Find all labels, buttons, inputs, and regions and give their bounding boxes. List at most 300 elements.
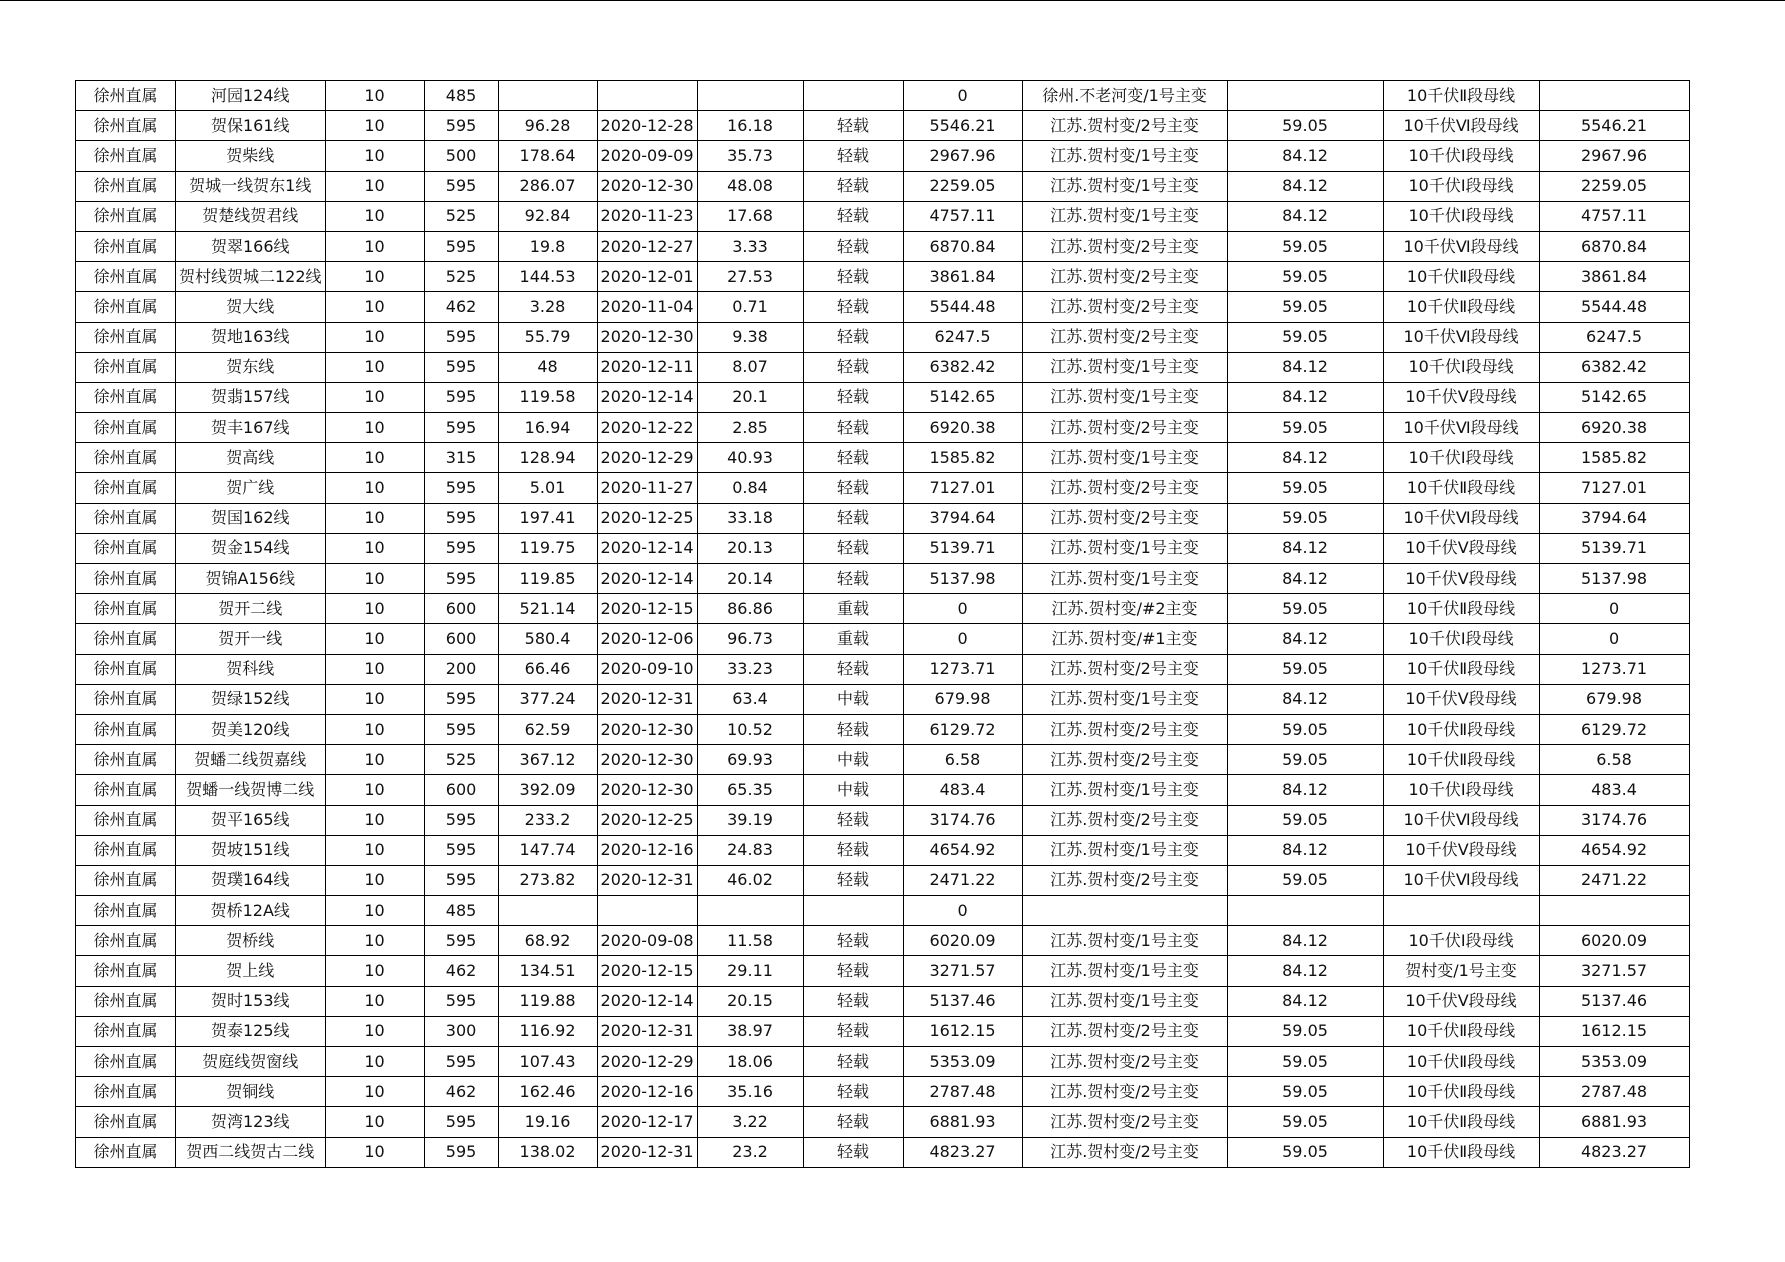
voltage-cell: 10 (325, 81, 424, 111)
rated-current-cell: 200 (424, 654, 498, 684)
table-row (76, 926, 1690, 956)
unit-cell: 徐州直属 (76, 292, 176, 322)
rated-current-cell: 462 (424, 1077, 498, 1107)
line-capacity-cell: 5137.46 (1539, 986, 1689, 1016)
unit-cell: 徐州直属 (76, 1107, 176, 1137)
voltage-cell: 10 (325, 1137, 424, 1167)
line-capacity-cell: 7127.01 (1539, 473, 1689, 503)
transformer-load-cell: 59.05 (1227, 805, 1383, 835)
voltage-cell: 10 (325, 986, 424, 1016)
line-name-cell: 贺锦A156线 (176, 564, 326, 594)
date-cell: 2020-11-23 (597, 201, 697, 231)
load-status-cell: 轻载 (803, 986, 903, 1016)
max-current-cell: 392.09 (498, 775, 597, 805)
line-name-cell: 贺西二线贺古二线 (176, 1137, 326, 1167)
date-cell: 2020-12-25 (597, 805, 697, 835)
max-current-cell: 138.02 (498, 1137, 597, 1167)
rated-current-cell: 595 (424, 352, 498, 382)
bus-section-cell: 10千伏Ⅱ段母线 (1383, 473, 1539, 503)
available-capacity-cell: 6881.93 (903, 1107, 1022, 1137)
unit-cell: 徐州直属 (76, 805, 176, 835)
line-capacity-cell: 2471.22 (1539, 865, 1689, 895)
max-current-cell: 92.84 (498, 201, 597, 231)
max-current-cell: 66.46 (498, 654, 597, 684)
bus-section-cell: 10千伏Ⅰ段母线 (1383, 443, 1539, 473)
available-capacity-cell: 5139.71 (903, 533, 1022, 563)
date-cell: 2020-12-22 (597, 413, 697, 443)
table-row (76, 805, 1690, 835)
bus-section-cell: 10千伏Ⅴ段母线 (1383, 684, 1539, 714)
line-name-cell: 贺地163线 (176, 322, 326, 352)
transformer-load-cell: 84.12 (1227, 986, 1383, 1016)
transformer-cell: 江苏.贺村变/2号主变 (1022, 1107, 1227, 1137)
rated-current-cell: 595 (424, 231, 498, 261)
transformer-cell: 江苏.贺村变/1号主变 (1022, 564, 1227, 594)
voltage-cell: 10 (325, 714, 424, 744)
line-capacity-cell (1539, 81, 1689, 111)
line-capacity-cell: 5353.09 (1539, 1047, 1689, 1077)
max-current-cell: 128.94 (498, 443, 597, 473)
rated-current-cell: 595 (424, 986, 498, 1016)
table-row (76, 865, 1690, 895)
line-capacity-cell: 6870.84 (1539, 231, 1689, 261)
line-capacity-cell: 6382.42 (1539, 352, 1689, 382)
table-row (76, 292, 1690, 322)
max-current-cell: 144.53 (498, 262, 597, 292)
unit-cell: 徐州直属 (76, 775, 176, 805)
unit-cell: 徐州直属 (76, 594, 176, 624)
load-status-cell: 轻载 (803, 111, 903, 141)
table-row (76, 231, 1690, 261)
load-status-cell: 轻载 (803, 443, 903, 473)
load-rate-cell: 20.14 (697, 564, 803, 594)
bus-section-cell: 10千伏Ⅱ段母线 (1383, 1016, 1539, 1046)
available-capacity-cell: 4823.27 (903, 1137, 1022, 1167)
load-status-cell: 轻载 (803, 382, 903, 412)
unit-cell: 徐州直属 (76, 473, 176, 503)
unit-cell: 徐州直属 (76, 413, 176, 443)
rated-current-cell: 595 (424, 1047, 498, 1077)
transformer-load-cell: 59.05 (1227, 865, 1383, 895)
unit-cell: 徐州直属 (76, 262, 176, 292)
unit-cell: 徐州直属 (76, 1047, 176, 1077)
table-row (76, 141, 1690, 171)
available-capacity-cell: 1273.71 (903, 654, 1022, 684)
line-capacity-cell: 5142.65 (1539, 382, 1689, 412)
unit-cell: 徐州直属 (76, 1016, 176, 1046)
transformer-cell: 江苏.贺村变/2号主变 (1022, 473, 1227, 503)
transformer-load-cell: 84.12 (1227, 775, 1383, 805)
line-name-cell: 贺庭线贺窗线 (176, 1047, 326, 1077)
voltage-cell: 10 (325, 1047, 424, 1077)
max-current-cell: 119.58 (498, 382, 597, 412)
bus-section-cell: 10千伏Ⅰ段母线 (1383, 926, 1539, 956)
date-cell (597, 896, 697, 926)
line-name-cell: 贺高线 (176, 443, 326, 473)
transformer-load-cell: 59.05 (1227, 594, 1383, 624)
available-capacity-cell: 6020.09 (903, 926, 1022, 956)
transformer-cell: 江苏.贺村变/1号主变 (1022, 171, 1227, 201)
available-capacity-cell: 3174.76 (903, 805, 1022, 835)
load-status-cell: 轻载 (803, 503, 903, 533)
transformer-cell: 江苏.贺村变/2号主变 (1022, 231, 1227, 261)
transformer-cell: 江苏.贺村变/2号主变 (1022, 745, 1227, 775)
line-name-cell: 贺璞164线 (176, 865, 326, 895)
table-row (76, 322, 1690, 352)
transformer-cell: 江苏.贺村变/2号主变 (1022, 1016, 1227, 1046)
max-current-cell: 367.12 (498, 745, 597, 775)
bus-section-cell: 10千伏Ⅴ段母线 (1383, 382, 1539, 412)
unit-cell: 徐州直属 (76, 352, 176, 382)
available-capacity-cell: 679.98 (903, 684, 1022, 714)
table-row (76, 654, 1690, 684)
transformer-cell: 江苏.贺村变/2号主变 (1022, 322, 1227, 352)
max-current-cell: 580.4 (498, 624, 597, 654)
load-status-cell: 轻载 (803, 1077, 903, 1107)
transformer-load-cell: 59.05 (1227, 413, 1383, 443)
load-rate-cell: 38.97 (697, 1016, 803, 1046)
rated-current-cell: 462 (424, 956, 498, 986)
max-current-cell: 178.64 (498, 141, 597, 171)
bus-section-cell: 10千伏Ⅵ段母线 (1383, 503, 1539, 533)
load-rate-cell: 39.19 (697, 805, 803, 835)
max-current-cell: 162.46 (498, 1077, 597, 1107)
load-rate-cell: 40.93 (697, 443, 803, 473)
line-capacity-cell: 5139.71 (1539, 533, 1689, 563)
date-cell: 2020-12-31 (597, 865, 697, 895)
max-current-cell: 233.2 (498, 805, 597, 835)
rated-current-cell: 600 (424, 594, 498, 624)
max-current-cell: 119.88 (498, 986, 597, 1016)
transformer-load-cell: 59.05 (1227, 111, 1383, 141)
rated-current-cell: 595 (424, 714, 498, 744)
max-current-cell: 107.43 (498, 1047, 597, 1077)
transformer-load-cell: 59.05 (1227, 1077, 1383, 1107)
rated-current-cell: 595 (424, 865, 498, 895)
table-row (76, 473, 1690, 503)
unit-cell: 徐州直属 (76, 654, 176, 684)
table-row (76, 714, 1690, 744)
line-name-cell: 贺美120线 (176, 714, 326, 744)
line-capacity-cell: 3174.76 (1539, 805, 1689, 835)
available-capacity-cell: 5353.09 (903, 1047, 1022, 1077)
line-capacity-cell: 483.4 (1539, 775, 1689, 805)
load-status-cell: 轻载 (803, 473, 903, 503)
transformer-load-cell: 84.12 (1227, 352, 1383, 382)
line-name-cell: 贺开一线 (176, 624, 326, 654)
transformer-cell: 江苏.贺村变/1号主变 (1022, 775, 1227, 805)
rated-current-cell: 595 (424, 171, 498, 201)
voltage-cell: 10 (325, 926, 424, 956)
bus-section-cell (1383, 896, 1539, 926)
line-name-cell: 贺柴线 (176, 141, 326, 171)
voltage-cell: 10 (325, 564, 424, 594)
line-name-cell: 贺桥12A线 (176, 896, 326, 926)
line-name-cell: 贺国162线 (176, 503, 326, 533)
load-rate-cell: 2.85 (697, 413, 803, 443)
date-cell: 2020-12-31 (597, 684, 697, 714)
max-current-cell (498, 896, 597, 926)
available-capacity-cell: 6920.38 (903, 413, 1022, 443)
line-capacity-cell: 3794.64 (1539, 503, 1689, 533)
max-current-cell: 134.51 (498, 956, 597, 986)
load-status-cell: 轻载 (803, 533, 903, 563)
voltage-cell: 10 (325, 141, 424, 171)
load-rate-cell (697, 896, 803, 926)
load-status-cell: 轻载 (803, 1047, 903, 1077)
transformer-load-cell: 84.12 (1227, 201, 1383, 231)
bus-section-cell: 10千伏Ⅰ段母线 (1383, 624, 1539, 654)
line-capacity-cell: 1585.82 (1539, 443, 1689, 473)
transformer-load-cell: 84.12 (1227, 956, 1383, 986)
line-capacity-cell: 4823.27 (1539, 1137, 1689, 1167)
load-rate-cell: 46.02 (697, 865, 803, 895)
transformer-load-cell: 84.12 (1227, 684, 1383, 714)
table-row (76, 352, 1690, 382)
table-row (76, 533, 1690, 563)
unit-cell: 徐州直属 (76, 503, 176, 533)
line-name-cell: 贺金154线 (176, 533, 326, 563)
transformer-load-cell: 59.05 (1227, 1107, 1383, 1137)
unit-cell: 徐州直属 (76, 111, 176, 141)
transformer-load-cell: 59.05 (1227, 503, 1383, 533)
date-cell: 2020-12-27 (597, 231, 697, 261)
rated-current-cell: 315 (424, 443, 498, 473)
line-capacity-cell: 4757.11 (1539, 201, 1689, 231)
load-status-cell: 中载 (803, 684, 903, 714)
max-current-cell: 48 (498, 352, 597, 382)
max-current-cell: 55.79 (498, 322, 597, 352)
unit-cell: 徐州直属 (76, 1077, 176, 1107)
line-capacity-cell: 4654.92 (1539, 835, 1689, 865)
available-capacity-cell: 2259.05 (903, 171, 1022, 201)
transformer-load-cell (1227, 896, 1383, 926)
load-rate-cell: 20.13 (697, 533, 803, 563)
line-name-cell: 贺东线 (176, 352, 326, 382)
table-body (76, 81, 1690, 1168)
line-name-cell: 贺城一线贺东1线 (176, 171, 326, 201)
load-status-cell: 轻载 (803, 654, 903, 684)
table-row (76, 201, 1690, 231)
available-capacity-cell: 3794.64 (903, 503, 1022, 533)
transformer-cell: 江苏.贺村变/2号主变 (1022, 654, 1227, 684)
table-row (76, 262, 1690, 292)
load-status-cell: 轻载 (803, 1107, 903, 1137)
available-capacity-cell: 5544.48 (903, 292, 1022, 322)
available-capacity-cell: 5546.21 (903, 111, 1022, 141)
load-rate-cell: 96.73 (697, 624, 803, 654)
date-cell: 2020-12-14 (597, 986, 697, 1016)
voltage-cell: 10 (325, 473, 424, 503)
line-capacity-cell: 1273.71 (1539, 654, 1689, 684)
line-name-cell: 贺桥线 (176, 926, 326, 956)
load-status-cell: 轻载 (803, 1137, 903, 1167)
rated-current-cell: 525 (424, 745, 498, 775)
line-name-cell: 贺大线 (176, 292, 326, 322)
rated-current-cell: 300 (424, 1016, 498, 1046)
line-capacity-cell: 6020.09 (1539, 926, 1689, 956)
bus-section-cell: 10千伏Ⅵ段母线 (1383, 805, 1539, 835)
date-cell: 2020-12-06 (597, 624, 697, 654)
date-cell: 2020-12-28 (597, 111, 697, 141)
rated-current-cell: 595 (424, 684, 498, 714)
table-row (76, 1137, 1690, 1167)
date-cell: 2020-12-30 (597, 775, 697, 805)
load-rate-cell: 8.07 (697, 352, 803, 382)
line-name-cell: 贺蟠一线贺博二线 (176, 775, 326, 805)
load-status-cell: 中载 (803, 745, 903, 775)
load-rate-cell: 86.86 (697, 594, 803, 624)
load-rate-cell: 18.06 (697, 1047, 803, 1077)
transformer-load-cell: 84.12 (1227, 443, 1383, 473)
load-status-cell: 轻载 (803, 262, 903, 292)
load-status-cell: 轻载 (803, 805, 903, 835)
date-cell: 2020-12-14 (597, 382, 697, 412)
max-current-cell: 5.01 (498, 473, 597, 503)
max-current-cell: 3.28 (498, 292, 597, 322)
voltage-cell: 10 (325, 896, 424, 926)
load-status-cell: 轻载 (803, 231, 903, 261)
transformer-cell: 江苏.贺村变/1号主变 (1022, 201, 1227, 231)
transformer-load-cell: 59.05 (1227, 231, 1383, 261)
load-rate-cell: 33.18 (697, 503, 803, 533)
available-capacity-cell: 6129.72 (903, 714, 1022, 744)
transformer-cell: 江苏.贺村变/2号主变 (1022, 503, 1227, 533)
date-cell: 2020-12-29 (597, 1047, 697, 1077)
bus-section-cell: 10千伏Ⅱ段母线 (1383, 654, 1539, 684)
voltage-cell: 10 (325, 835, 424, 865)
load-status-cell: 轻载 (803, 292, 903, 322)
transformer-load-cell: 59.05 (1227, 1047, 1383, 1077)
bus-section-cell: 10千伏Ⅰ段母线 (1383, 201, 1539, 231)
line-capacity-cell: 1612.15 (1539, 1016, 1689, 1046)
max-current-cell: 19.8 (498, 231, 597, 261)
line-name-cell: 贺翡157线 (176, 382, 326, 412)
bus-section-cell: 10千伏Ⅵ段母线 (1383, 865, 1539, 895)
table-row (76, 1077, 1690, 1107)
table-row (76, 413, 1690, 443)
load-status-cell: 中载 (803, 775, 903, 805)
load-status-cell: 轻载 (803, 956, 903, 986)
available-capacity-cell: 7127.01 (903, 473, 1022, 503)
rated-current-cell: 595 (424, 503, 498, 533)
voltage-cell: 10 (325, 865, 424, 895)
transformer-load-cell: 59.05 (1227, 262, 1383, 292)
voltage-cell: 10 (325, 1107, 424, 1137)
table-row (76, 443, 1690, 473)
line-name-cell: 贺科线 (176, 654, 326, 684)
voltage-cell: 10 (325, 201, 424, 231)
unit-cell: 徐州直属 (76, 141, 176, 171)
load-rate-cell: 35.16 (697, 1077, 803, 1107)
line-name-cell: 贺时153线 (176, 986, 326, 1016)
available-capacity-cell: 4654.92 (903, 835, 1022, 865)
line-capacity-cell: 6247.5 (1539, 322, 1689, 352)
line-name-cell: 河园124线 (176, 81, 326, 111)
bus-section-cell: 10千伏Ⅱ段母线 (1383, 1047, 1539, 1077)
load-status-cell: 轻载 (803, 1016, 903, 1046)
line-name-cell: 贺泰125线 (176, 1016, 326, 1046)
date-cell: 2020-11-04 (597, 292, 697, 322)
max-current-cell: 68.92 (498, 926, 597, 956)
load-rate-cell: 11.58 (697, 926, 803, 956)
rated-current-cell: 595 (424, 533, 498, 563)
transformer-cell: 江苏.贺村变/2号主变 (1022, 1047, 1227, 1077)
transformer-cell: 江苏.贺村变/1号主变 (1022, 986, 1227, 1016)
line-name-cell: 贺翠166线 (176, 231, 326, 261)
bus-section-cell: 10千伏Ⅱ段母线 (1383, 1107, 1539, 1137)
load-rate-cell: 20.15 (697, 986, 803, 1016)
rated-current-cell: 500 (424, 141, 498, 171)
transformer-cell: 江苏.贺村变/2号主变 (1022, 413, 1227, 443)
line-capacity-cell: 679.98 (1539, 684, 1689, 714)
voltage-cell: 10 (325, 262, 424, 292)
line-capacity-cell (1539, 896, 1689, 926)
load-status-cell: 重载 (803, 594, 903, 624)
unit-cell: 徐州直属 (76, 926, 176, 956)
line-name-cell: 贺广线 (176, 473, 326, 503)
bus-section-cell: 10千伏Ⅴ段母线 (1383, 533, 1539, 563)
date-cell: 2020-09-08 (597, 926, 697, 956)
date-cell: 2020-12-15 (597, 594, 697, 624)
rated-current-cell: 595 (424, 382, 498, 412)
unit-cell: 徐州直属 (76, 1137, 176, 1167)
transformer-load-cell: 59.05 (1227, 1016, 1383, 1046)
unit-cell: 徐州直属 (76, 896, 176, 926)
available-capacity-cell: 1585.82 (903, 443, 1022, 473)
available-capacity-cell: 5137.98 (903, 564, 1022, 594)
load-rate-cell: 17.68 (697, 201, 803, 231)
unit-cell: 徐州直属 (76, 956, 176, 986)
bus-section-cell: 10千伏Ⅰ段母线 (1383, 141, 1539, 171)
rated-current-cell: 595 (424, 413, 498, 443)
date-cell: 2020-12-30 (597, 322, 697, 352)
load-status-cell: 重载 (803, 624, 903, 654)
transformer-load-cell: 84.12 (1227, 624, 1383, 654)
voltage-cell: 10 (325, 503, 424, 533)
transformer-cell: 江苏.贺村变/2号主变 (1022, 865, 1227, 895)
transformer-cell: 江苏.贺村变/1号主变 (1022, 926, 1227, 956)
load-rate-cell: 27.53 (697, 262, 803, 292)
line-capacity-cell: 6.58 (1539, 745, 1689, 775)
voltage-cell: 10 (325, 533, 424, 563)
bus-section-cell: 贺村变/1号主变 (1383, 956, 1539, 986)
date-cell: 2020-12-25 (597, 503, 697, 533)
line-name-cell: 贺平165线 (176, 805, 326, 835)
rated-current-cell: 595 (424, 926, 498, 956)
voltage-cell: 10 (325, 443, 424, 473)
line-name-cell: 贺保161线 (176, 111, 326, 141)
bus-section-cell: 10千伏Ⅰ段母线 (1383, 352, 1539, 382)
table-row (76, 775, 1690, 805)
date-cell: 2020-12-31 (597, 1137, 697, 1167)
transformer-cell: 徐州.不老河变/1号主变 (1022, 81, 1227, 111)
max-current-cell: 96.28 (498, 111, 597, 141)
available-capacity-cell: 5137.46 (903, 986, 1022, 1016)
transformer-cell: 江苏.贺村变/#1主变 (1022, 624, 1227, 654)
transformer-load-cell: 59.05 (1227, 473, 1383, 503)
unit-cell: 徐州直属 (76, 533, 176, 563)
available-capacity-cell: 6247.5 (903, 322, 1022, 352)
unit-cell: 徐州直属 (76, 714, 176, 744)
unit-cell: 徐州直属 (76, 684, 176, 714)
load-status-cell: 轻载 (803, 322, 903, 352)
table-row (76, 382, 1690, 412)
voltage-cell: 10 (325, 231, 424, 261)
transformer-cell: 江苏.贺村变/2号主变 (1022, 262, 1227, 292)
line-capacity-cell: 3271.57 (1539, 956, 1689, 986)
date-cell: 2020-09-09 (597, 141, 697, 171)
